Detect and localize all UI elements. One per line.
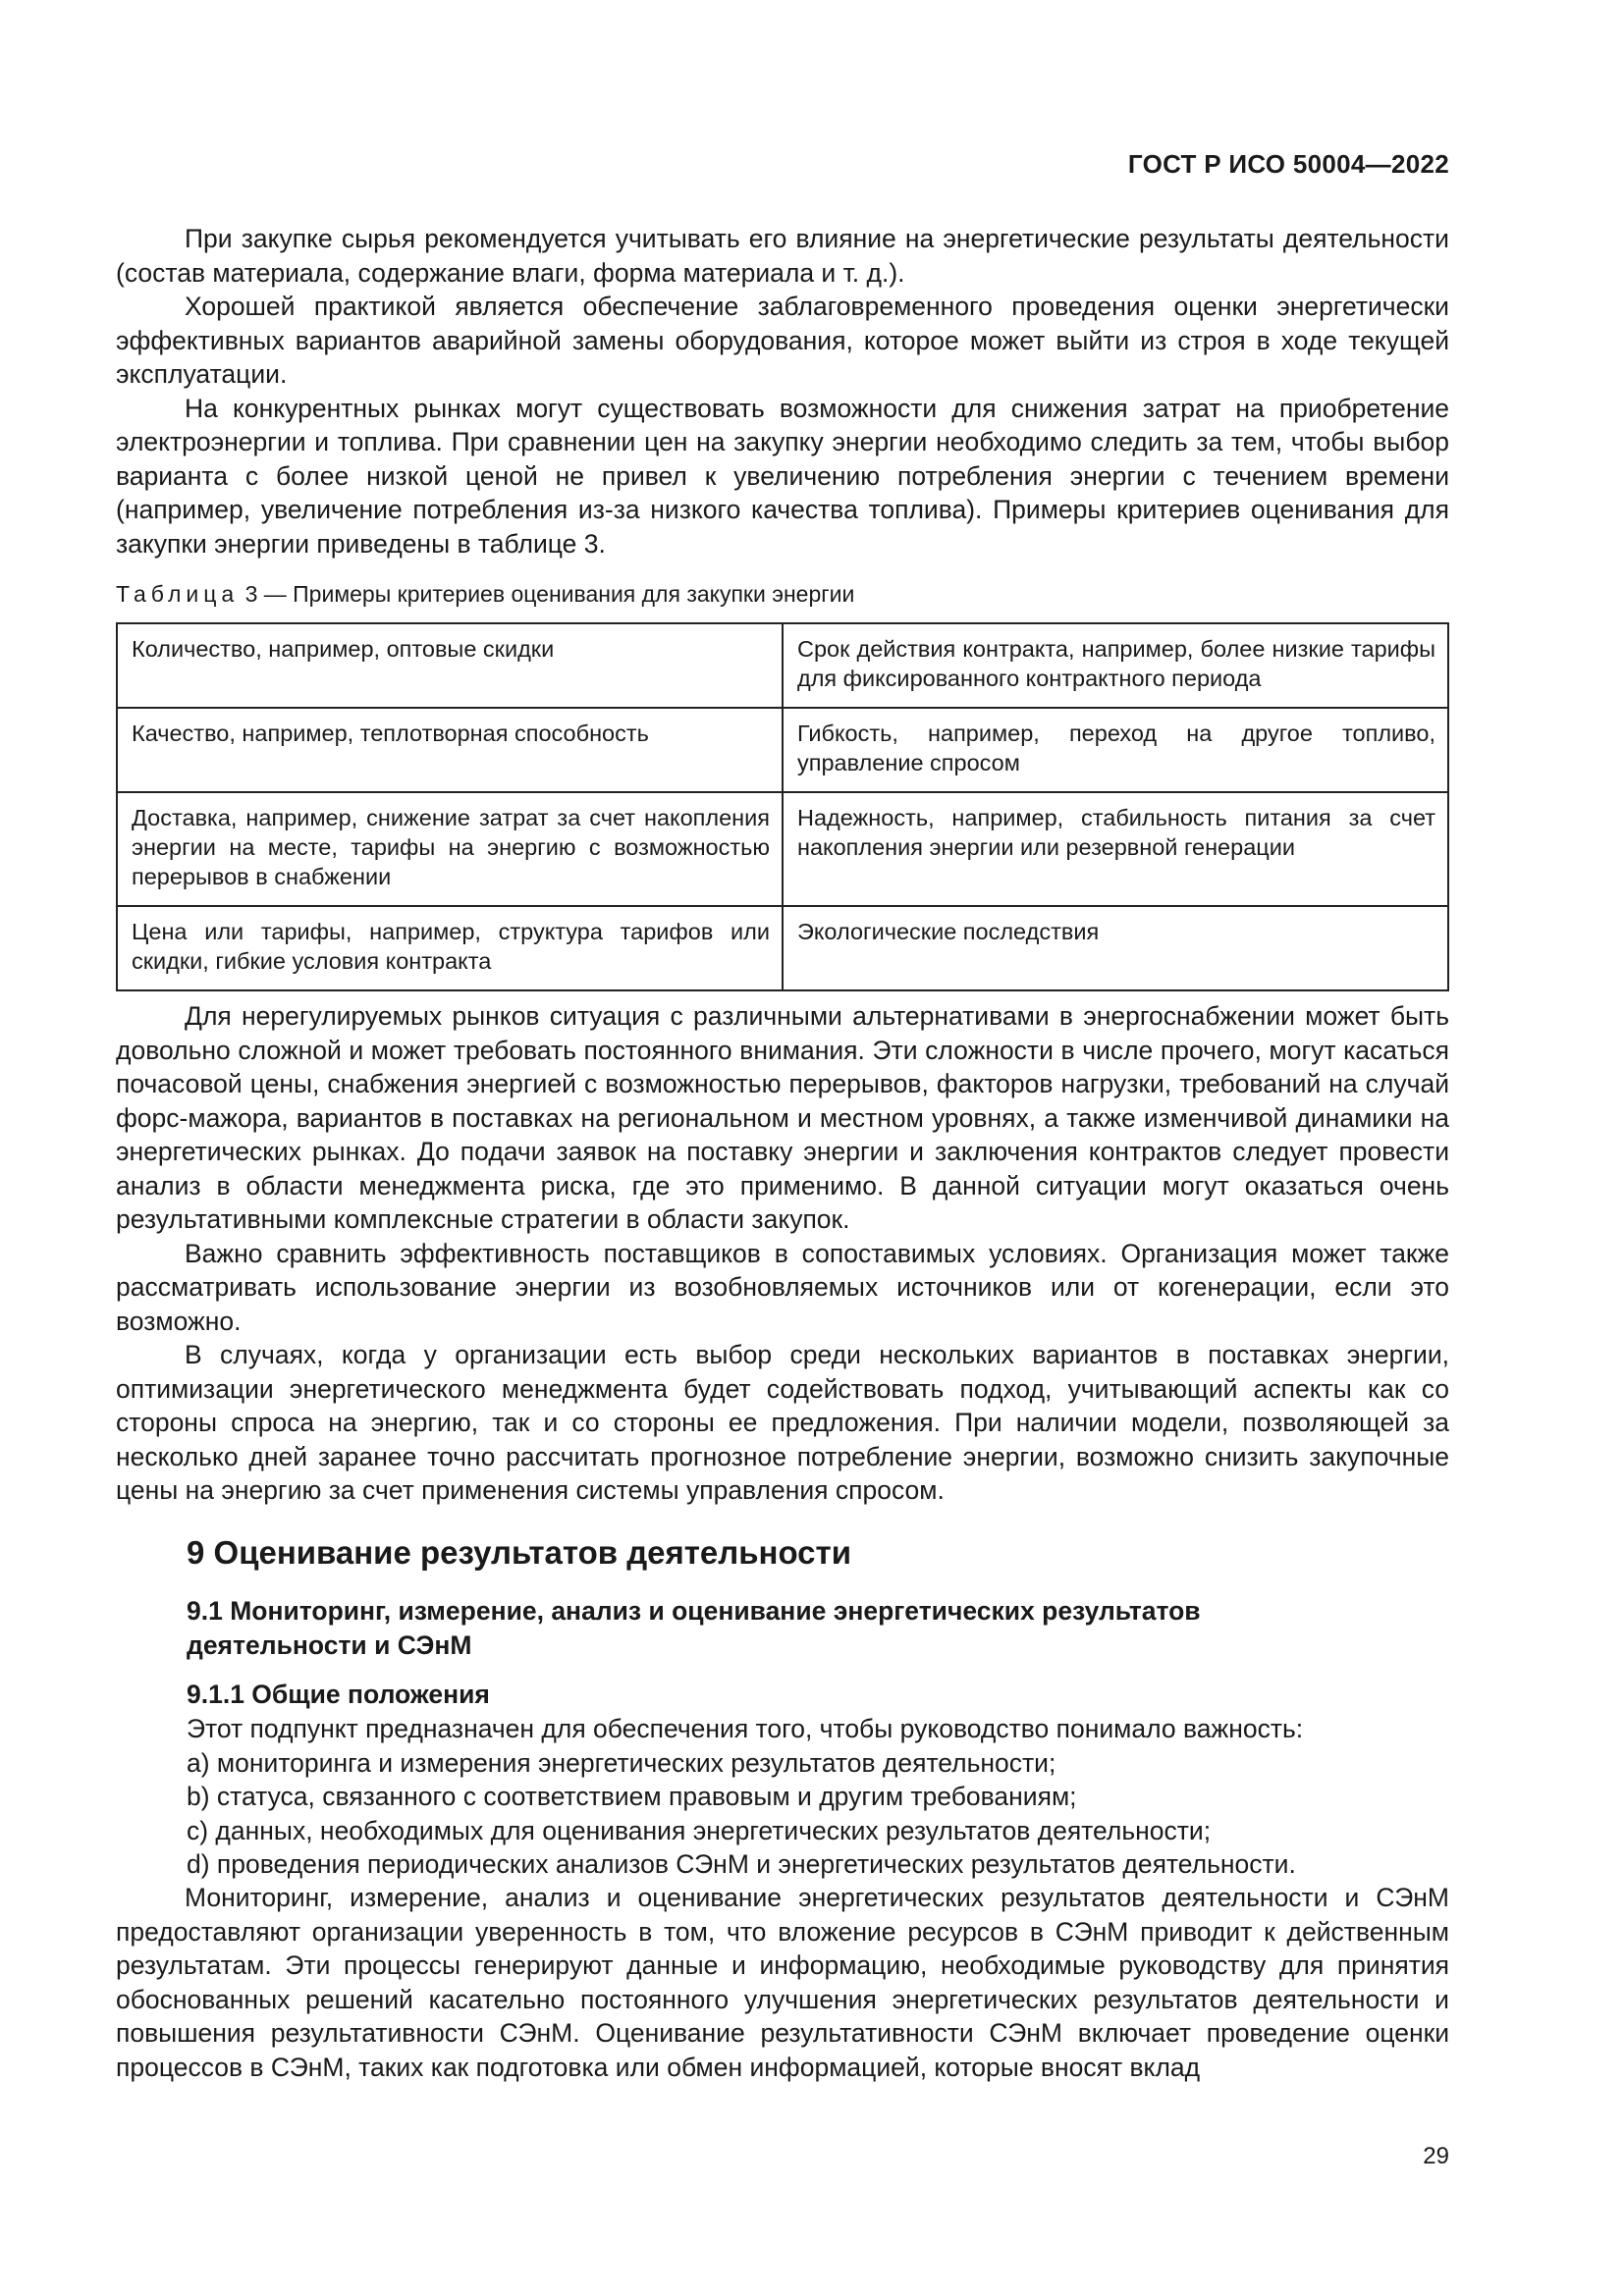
list-item: c) данных, необходимых для оценивания энергетических результатов деятельности;: [187, 1815, 1212, 1845]
intro-text: [116, 222, 1449, 561]
requirements-list: [187, 1712, 1449, 1882]
page-number: 29: [1423, 2143, 1449, 2169]
table-cell: Экологические последствия: [783, 906, 1448, 990]
subsection-heading: 9.1 Мониторинг, измерение, анализ и оценивание энергетических результатов деятельности и СЭнМ: [187, 1596, 1201, 1660]
paragraph: В случаях, когда у организации есть выбор среди нескольких вариантов в поставках энергии, оптимизации энергетического менеджмента будет содействовать подход, учитывающий аспекты как со стороны спроса на энергию, так и со стороны ее предложения. При наличии модели, позволяющей за несколько дней заранее точно рассчитать прогнозное потребление энергии, возможно снизить закупочные цены на энергию за счет применения системы управления спросом.: [116, 1340, 1449, 1505]
list-item: d) проведения периодических анализов СЭнМ и энергетических результатов деятельности.: [187, 1849, 1296, 1879]
table-caption: [116, 581, 854, 608]
closing-text: [116, 1881, 1449, 2084]
table-cell: Гибкость, например, переход на другое топливо, управление спросом: [783, 708, 1448, 792]
paragraph: На конкурентных рынках могут существовать возможности для снижения затрат на приобретение электроэнергии и топлива. При сравнении цен на закупку энергии необходимо следить за тем, чтобы выбор варианта с более низкой ценой не привел к увеличению потребления энергии с течением времени (например, увеличение потребления из-за низкого качества топлива). Примеры критериев оценивания для закупки энергии приведены в таблице 3.: [116, 393, 1449, 559]
document-code: ГОСТ Р ИСО 50004—2022: [1127, 149, 1449, 179]
table-caption-label: Таблица: [116, 581, 240, 607]
table-caption-text: 3 — Примеры критериев оценивания для закупки энергии: [239, 581, 855, 607]
table-cell: Качество, например, теплотворная способность: [117, 708, 783, 792]
table-cell: Срок действия контракта, например, более низкие тарифы для фиксированного контрактного периода: [783, 623, 1448, 708]
list-item: a) мониторинга и измерения энергетических результатов деятельности;: [187, 1747, 1056, 1778]
paragraph: При закупке сырья рекомендуется учитывать его влияние на энергетические результаты деятельности (состав материала, содержание влаги, форма материала и т. д.).: [116, 224, 1449, 288]
list-lead: Этот подпункт предназначен для обеспечения того, чтобы руководство понимало важность:: [187, 1714, 1304, 1743]
table-row: [117, 792, 1448, 906]
paragraph: Мониторинг, измерение, анализ и оценивание энергетических результатов деятельности и СЭнМ предоставляют организации уверенность в том, что вложение ресурсов в СЭнМ приводит к действенным результатам. Эти процессы генерируют данные и информацию, необходимые руководству для принятия обоснованных решений касательно постоянного улучшения энергетических результатов деятельности и повышения результативности СЭнМ. Оценивание результативности СЭнМ включает проведение оценки процессов в СЭнМ, таких как подготовка или обмен информацией, которые вносят вклад: [116, 1883, 1449, 2082]
table-cell: Доставка, например, снижение затрат за счет накопления энергии на месте, тарифы на энергию с возможностью перерывов в снабжении: [117, 792, 783, 906]
body-text: [116, 999, 1449, 1508]
clause-heading: 9.1.1 Общие положения: [187, 1680, 490, 1709]
criteria-table: [116, 622, 1449, 991]
table-row: [117, 906, 1448, 990]
paragraph: Хорошей практикой является обеспечение заблаговременного проведения оценки энергетически эффективных вариантов аварийной замены оборудования, которое может выйти из строя в ходе текущей эксплуатации.: [116, 292, 1449, 389]
list-item: b) статуса, связанного с соответствием правовым и другим требованиям;: [187, 1782, 1077, 1811]
table-row: [117, 708, 1448, 792]
paragraph: Для нерегулируемых рынков ситуация с различными альтернативами в энергоснабжении может быть довольно сложной и может требовать постоянного внимания. Эти сложности в числе прочего, могут касаться почасовой цены, снабжения энергией с возможностью перерывов, факторов нагрузки, требований на случай форс-мажора, вариантов в поставках на региональном и местном уровнях, а также изменчивой динамики на энергетических рынках. До подачи заявок на поставку энергии и заключения контрактов следует провести анализ в области менеджмента риска, где это применимо. В данной ситуации могут оказаться очень результативными комплексные стратегии в области закупок.: [116, 1001, 1449, 1234]
table-row: [117, 623, 1448, 708]
table-cell: Цена или тарифы, например, структура тарифов или скидки, гибкие условия контракта: [117, 906, 783, 990]
table-cell: Надежность, например, стабильность питания за счет накопления энергии или резервной генерации: [783, 792, 1448, 906]
paragraph: Важно сравнить эффективность поставщиков в сопоставимых условиях. Организация может также рассматривать использование энергии из возобновляемых источников или от когенерации, если это возможно.: [116, 1238, 1449, 1336]
table-cell: Количество, например, оптовые скидки: [117, 623, 783, 708]
section-heading: 9 Оценивание результатов деятельности: [187, 1534, 851, 1571]
